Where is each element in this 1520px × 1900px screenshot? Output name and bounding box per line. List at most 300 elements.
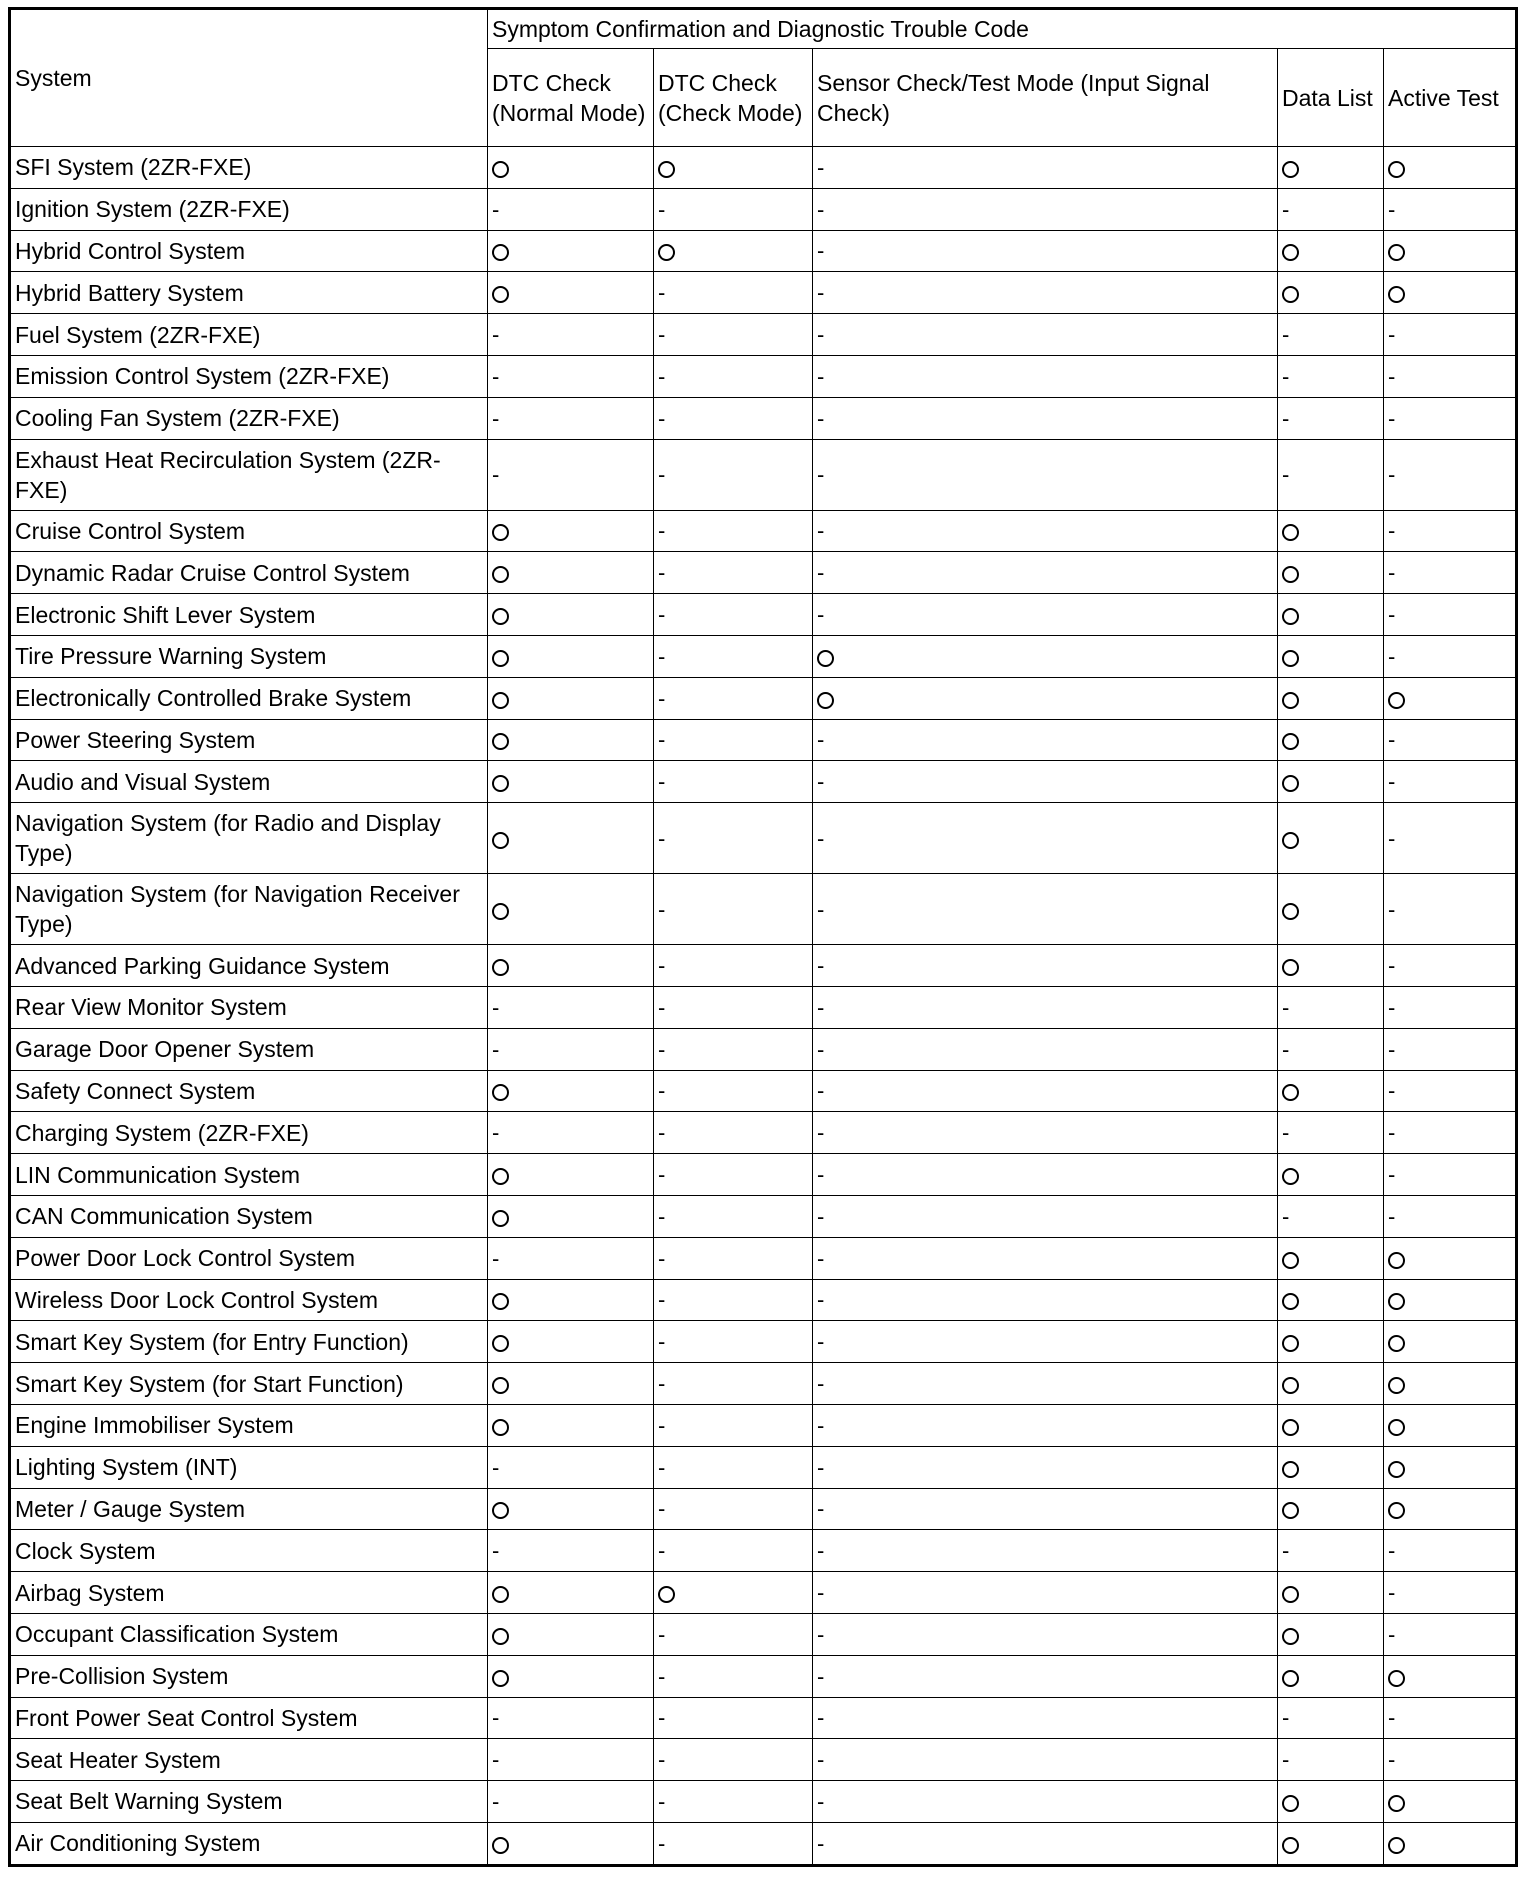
cell-dtc-check [654, 355, 813, 397]
cell-dtc-normal [488, 1404, 654, 1446]
not-available-dash: - [817, 154, 825, 180]
cell-data-list [1278, 677, 1384, 719]
available-circle-icon [492, 1419, 509, 1436]
cell-data-list [1278, 1404, 1384, 1446]
cell-active-test [1384, 719, 1517, 761]
not-available-dash: - [658, 1162, 666, 1188]
not-available-dash: - [658, 560, 666, 586]
cell-data-list [1278, 1488, 1384, 1530]
not-available-dash: - [658, 896, 666, 922]
cell-active-test [1384, 1154, 1517, 1196]
cell-data-list [1278, 761, 1384, 803]
cell-dtc-check [654, 1363, 813, 1405]
not-available-dash: - [1388, 560, 1396, 586]
cell-dtc-check [654, 1655, 813, 1697]
available-circle-icon [492, 775, 509, 792]
not-available-dash: - [1388, 196, 1396, 222]
cell-sensor-check [813, 803, 1278, 874]
available-circle-icon [492, 692, 509, 709]
not-available-dash: - [492, 994, 500, 1020]
cell-data-list [1278, 314, 1384, 356]
not-available-dash: - [817, 994, 825, 1020]
cell-data-list [1278, 1237, 1384, 1279]
cell-dtc-normal [488, 635, 654, 677]
cell-active-test [1384, 230, 1517, 272]
not-available-dash: - [658, 769, 666, 795]
cell-dtc-normal [488, 355, 654, 397]
cell-dtc-normal [488, 1697, 654, 1739]
cell-sensor-check [813, 439, 1278, 510]
not-available-dash: - [1388, 518, 1396, 544]
not-available-dash: - [817, 560, 825, 586]
system-name-cell: CAN Communication System [10, 1195, 488, 1237]
system-name-cell: Garage Door Opener System [10, 1028, 488, 1070]
cell-sensor-check [813, 1488, 1278, 1530]
cell-data-list [1278, 986, 1384, 1028]
not-available-dash: - [1388, 1203, 1396, 1229]
not-available-dash: - [658, 1621, 666, 1647]
cell-sensor-check [813, 761, 1278, 803]
cell-dtc-check [654, 272, 813, 314]
system-name-cell: LIN Communication System [10, 1154, 488, 1196]
cell-active-test [1384, 1530, 1517, 1572]
not-available-dash: - [817, 1203, 825, 1229]
cell-sensor-check [813, 355, 1278, 397]
available-circle-icon [1282, 1628, 1299, 1645]
cell-sensor-check [813, 1279, 1278, 1321]
available-circle-icon [1282, 1586, 1299, 1603]
cell-active-test [1384, 986, 1517, 1028]
not-available-dash: - [817, 1036, 825, 1062]
system-name-cell: Fuel System (2ZR-FXE) [10, 314, 488, 356]
cell-sensor-check [813, 510, 1278, 552]
cell-active-test [1384, 677, 1517, 719]
not-available-dash: - [1388, 994, 1396, 1020]
available-circle-icon [1282, 1252, 1299, 1269]
cell-dtc-normal [488, 1195, 654, 1237]
not-available-dash: - [817, 1663, 825, 1689]
table-row [10, 1739, 1517, 1781]
not-available-dash: - [492, 196, 500, 222]
cell-active-test [1384, 397, 1517, 439]
table-row [10, 1572, 1517, 1614]
available-circle-icon [1388, 1461, 1405, 1478]
table-body [10, 147, 1517, 1866]
available-circle-icon [492, 566, 509, 583]
cell-dtc-normal [488, 874, 654, 945]
table-row [10, 594, 1517, 636]
cell-dtc-check [654, 1739, 813, 1781]
cell-dtc-normal [488, 1739, 654, 1781]
cell-active-test [1384, 1655, 1517, 1697]
cell-dtc-normal [488, 1655, 654, 1697]
available-circle-icon [817, 650, 834, 667]
not-available-dash: - [1282, 1120, 1290, 1146]
cell-sensor-check [813, 719, 1278, 761]
available-circle-icon [1388, 1419, 1405, 1436]
cell-active-test [1384, 1237, 1517, 1279]
cell-active-test [1384, 552, 1517, 594]
cell-dtc-normal [488, 1279, 654, 1321]
cell-active-test [1384, 439, 1517, 510]
available-circle-icon [1282, 959, 1299, 976]
available-circle-icon [1388, 1502, 1405, 1519]
cell-dtc-check [654, 1446, 813, 1488]
table-row [10, 1404, 1517, 1446]
system-name-cell: Airbag System [10, 1572, 488, 1614]
cell-dtc-normal [488, 552, 654, 594]
available-circle-icon [1388, 1335, 1405, 1352]
table-row [10, 1530, 1517, 1572]
table-row [10, 1070, 1517, 1112]
cell-dtc-check [654, 147, 813, 189]
cell-sensor-check [813, 874, 1278, 945]
cell-dtc-check [654, 1070, 813, 1112]
table-row [10, 945, 1517, 987]
table-row [10, 188, 1517, 230]
not-available-dash: - [492, 1120, 500, 1146]
system-name-cell: Lighting System (INT) [10, 1446, 488, 1488]
not-available-dash: - [817, 1371, 825, 1397]
not-available-dash: - [1282, 322, 1290, 348]
available-circle-icon [492, 959, 509, 976]
cell-dtc-check [654, 1822, 813, 1865]
header-row-group [10, 9, 1517, 49]
not-available-dash: - [1388, 825, 1396, 851]
cell-sensor-check [813, 1195, 1278, 1237]
available-circle-icon [492, 608, 509, 625]
cell-dtc-normal [488, 188, 654, 230]
table-row [10, 1613, 1517, 1655]
available-circle-icon [1282, 650, 1299, 667]
system-name-cell: Smart Key System (for Start Function) [10, 1363, 488, 1405]
available-circle-icon [492, 524, 509, 541]
table-row [10, 355, 1517, 397]
cell-data-list [1278, 635, 1384, 677]
cell-dtc-normal [488, 1488, 654, 1530]
not-available-dash: - [817, 1747, 825, 1773]
cell-active-test [1384, 874, 1517, 945]
cell-sensor-check [813, 397, 1278, 439]
not-available-dash: - [658, 462, 666, 488]
header-active-test: Active Test [1384, 49, 1517, 147]
table-row [10, 677, 1517, 719]
available-circle-icon [1282, 832, 1299, 849]
available-circle-icon [1282, 1168, 1299, 1185]
cell-active-test [1384, 147, 1517, 189]
not-available-dash: - [658, 825, 666, 851]
system-name-cell: Electronically Controlled Brake System [10, 677, 488, 719]
not-available-dash: - [817, 196, 825, 222]
cell-active-test [1384, 1070, 1517, 1112]
cell-dtc-check [654, 439, 813, 510]
cell-data-list [1278, 1739, 1384, 1781]
cell-active-test [1384, 272, 1517, 314]
not-available-dash: - [658, 1371, 666, 1397]
table-row [10, 439, 1517, 510]
cell-sensor-check [813, 1028, 1278, 1070]
not-available-dash: - [1388, 769, 1396, 795]
not-available-dash: - [658, 953, 666, 979]
not-available-dash: - [492, 1705, 500, 1731]
cell-sensor-check [813, 1446, 1278, 1488]
cell-active-test [1384, 188, 1517, 230]
not-available-dash: - [1282, 1203, 1290, 1229]
table-row [10, 272, 1517, 314]
cell-data-list [1278, 1112, 1384, 1154]
cell-dtc-check [654, 803, 813, 874]
cell-active-test [1384, 761, 1517, 803]
cell-dtc-normal [488, 1154, 654, 1196]
system-name-cell: Meter / Gauge System [10, 1488, 488, 1530]
available-circle-icon [1282, 608, 1299, 625]
cell-active-test [1384, 1112, 1517, 1154]
cell-dtc-normal [488, 1070, 654, 1112]
cell-dtc-check [654, 1195, 813, 1237]
cell-data-list [1278, 874, 1384, 945]
cell-dtc-normal [488, 1446, 654, 1488]
not-available-dash: - [658, 1078, 666, 1104]
cell-dtc-check [654, 1530, 813, 1572]
available-circle-icon [492, 903, 509, 920]
header-system: System [10, 9, 488, 147]
cell-active-test [1384, 314, 1517, 356]
not-available-dash: - [1388, 643, 1396, 669]
header-data-list: Data List [1278, 49, 1384, 147]
system-name-cell: Occupant Classification System [10, 1613, 488, 1655]
not-available-dash: - [817, 405, 825, 431]
table-row [10, 1028, 1517, 1070]
available-circle-icon [1388, 244, 1405, 261]
available-circle-icon [1282, 1795, 1299, 1812]
not-available-dash: - [658, 1788, 666, 1814]
cell-data-list [1278, 1028, 1384, 1070]
not-available-dash: - [1388, 1621, 1396, 1647]
cell-dtc-normal [488, 147, 654, 189]
cell-active-test [1384, 945, 1517, 987]
cell-active-test [1384, 594, 1517, 636]
not-available-dash: - [658, 1830, 666, 1856]
not-available-dash: - [817, 1538, 825, 1564]
not-available-dash: - [817, 1329, 825, 1355]
system-name-cell: Smart Key System (for Entry Function) [10, 1321, 488, 1363]
available-circle-icon [1282, 566, 1299, 583]
table-row [10, 1655, 1517, 1697]
cell-dtc-normal [488, 719, 654, 761]
cell-dtc-check [654, 1028, 813, 1070]
system-name-cell: Navigation System (for Radio and Display Type) [10, 803, 488, 874]
not-available-dash: - [817, 769, 825, 795]
table-row [10, 1237, 1517, 1279]
system-name-cell: Engine Immobiliser System [10, 1404, 488, 1446]
not-available-dash: - [1282, 1705, 1290, 1731]
cell-data-list [1278, 594, 1384, 636]
cell-dtc-check [654, 1237, 813, 1279]
cell-active-test [1384, 1279, 1517, 1321]
cell-dtc-normal [488, 945, 654, 987]
not-available-dash: - [817, 1621, 825, 1647]
available-circle-icon [1388, 1377, 1405, 1394]
not-available-dash: - [1388, 727, 1396, 753]
cell-data-list [1278, 719, 1384, 761]
system-name-cell: Navigation System (for Navigation Receiver Type) [10, 874, 488, 945]
available-circle-icon [492, 244, 509, 261]
not-available-dash: - [492, 405, 500, 431]
cell-data-list [1278, 397, 1384, 439]
cell-dtc-normal [488, 230, 654, 272]
available-circle-icon [492, 1586, 509, 1603]
not-available-dash: - [817, 1245, 825, 1271]
table-row [10, 147, 1517, 189]
cell-sensor-check [813, 1404, 1278, 1446]
cell-data-list [1278, 1279, 1384, 1321]
cell-dtc-normal [488, 1321, 654, 1363]
cell-sensor-check [813, 594, 1278, 636]
cell-dtc-normal [488, 1781, 654, 1823]
cell-data-list [1278, 439, 1384, 510]
cell-data-list [1278, 1321, 1384, 1363]
not-available-dash: - [817, 1788, 825, 1814]
available-circle-icon [1282, 1084, 1299, 1101]
not-available-dash: - [1388, 405, 1396, 431]
cell-sensor-check [813, 147, 1278, 189]
system-name-cell: Tire Pressure Warning System [10, 635, 488, 677]
cell-sensor-check [813, 986, 1278, 1028]
available-circle-icon [1388, 1252, 1405, 1269]
table-row [10, 552, 1517, 594]
cell-data-list [1278, 1613, 1384, 1655]
header-dtc-check: DTC Check (Check Mode) [654, 49, 813, 147]
cell-dtc-check [654, 986, 813, 1028]
not-available-dash: - [817, 1830, 825, 1856]
cell-dtc-check [654, 1488, 813, 1530]
cell-sensor-check [813, 1655, 1278, 1697]
system-name-cell: Wireless Door Lock Control System [10, 1279, 488, 1321]
system-name-cell: Ignition System (2ZR-FXE) [10, 188, 488, 230]
table-row [10, 1112, 1517, 1154]
not-available-dash: - [492, 1245, 500, 1271]
cell-dtc-check [654, 552, 813, 594]
cell-data-list [1278, 1363, 1384, 1405]
cell-dtc-check [654, 635, 813, 677]
available-circle-icon [492, 1670, 509, 1687]
cell-sensor-check [813, 1613, 1278, 1655]
available-circle-icon [492, 161, 509, 178]
available-circle-icon [1282, 1377, 1299, 1394]
not-available-dash: - [1388, 363, 1396, 389]
system-name-cell: Seat Belt Warning System [10, 1781, 488, 1823]
not-available-dash: - [1388, 1705, 1396, 1731]
not-available-dash: - [658, 1496, 666, 1522]
available-circle-icon [1388, 692, 1405, 709]
not-available-dash: - [658, 1663, 666, 1689]
available-circle-icon [1388, 161, 1405, 178]
cell-data-list [1278, 1697, 1384, 1739]
system-name-cell: Air Conditioning System [10, 1822, 488, 1865]
available-circle-icon [1282, 775, 1299, 792]
cell-data-list [1278, 945, 1384, 987]
not-available-dash: - [817, 602, 825, 628]
not-available-dash: - [817, 1412, 825, 1438]
cell-active-test [1384, 1321, 1517, 1363]
table-row [10, 314, 1517, 356]
available-circle-icon [1282, 903, 1299, 920]
not-available-dash: - [1282, 1747, 1290, 1773]
cell-dtc-normal [488, 1363, 654, 1405]
system-name-cell: Hybrid Control System [10, 230, 488, 272]
cell-dtc-check [654, 1279, 813, 1321]
system-name-cell: Emission Control System (2ZR-FXE) [10, 355, 488, 397]
cell-active-test [1384, 510, 1517, 552]
available-circle-icon [492, 1837, 509, 1854]
not-available-dash: - [817, 462, 825, 488]
table-row [10, 1279, 1517, 1321]
cell-active-test [1384, 1028, 1517, 1070]
not-available-dash: - [658, 363, 666, 389]
system-name-cell: Pre-Collision System [10, 1655, 488, 1697]
cell-active-test [1384, 1822, 1517, 1865]
not-available-dash: - [658, 196, 666, 222]
not-available-dash: - [658, 685, 666, 711]
not-available-dash: - [658, 1287, 666, 1313]
cell-dtc-normal [488, 1028, 654, 1070]
available-circle-icon [1282, 1293, 1299, 1310]
not-available-dash: - [1282, 994, 1290, 1020]
not-available-dash: - [1388, 1036, 1396, 1062]
not-available-dash: - [817, 363, 825, 389]
cell-dtc-normal [488, 272, 654, 314]
cell-data-list [1278, 510, 1384, 552]
cell-data-list [1278, 1822, 1384, 1865]
available-circle-icon [1282, 692, 1299, 709]
cell-data-list [1278, 1154, 1384, 1196]
cell-sensor-check [813, 272, 1278, 314]
cell-dtc-normal [488, 1572, 654, 1614]
cell-dtc-check [654, 1112, 813, 1154]
not-available-dash: - [1388, 1120, 1396, 1146]
available-circle-icon [1282, 1461, 1299, 1478]
cell-dtc-normal [488, 1112, 654, 1154]
table-row [10, 761, 1517, 803]
not-available-dash: - [658, 322, 666, 348]
cell-dtc-check [654, 945, 813, 987]
cell-dtc-check [654, 1572, 813, 1614]
table-row [10, 1363, 1517, 1405]
not-available-dash: - [1282, 1036, 1290, 1062]
cell-dtc-normal [488, 1530, 654, 1572]
table-row [10, 510, 1517, 552]
not-available-dash: - [817, 238, 825, 264]
not-available-dash: - [1282, 405, 1290, 431]
cell-dtc-check [654, 594, 813, 636]
cell-data-list [1278, 1195, 1384, 1237]
not-available-dash: - [1388, 322, 1396, 348]
cell-data-list [1278, 1655, 1384, 1697]
not-available-dash: - [1282, 462, 1290, 488]
available-circle-icon [492, 733, 509, 750]
cell-sensor-check [813, 1070, 1278, 1112]
cell-dtc-normal [488, 677, 654, 719]
cell-sensor-check [813, 1697, 1278, 1739]
cell-data-list [1278, 1070, 1384, 1112]
not-available-dash: - [817, 1580, 825, 1605]
not-available-dash: - [817, 1454, 825, 1480]
cell-data-list [1278, 1781, 1384, 1823]
not-available-dash: - [658, 518, 666, 544]
cell-active-test [1384, 1363, 1517, 1405]
not-available-dash: - [658, 280, 666, 306]
system-name-cell: Power Door Lock Control System [10, 1237, 488, 1279]
